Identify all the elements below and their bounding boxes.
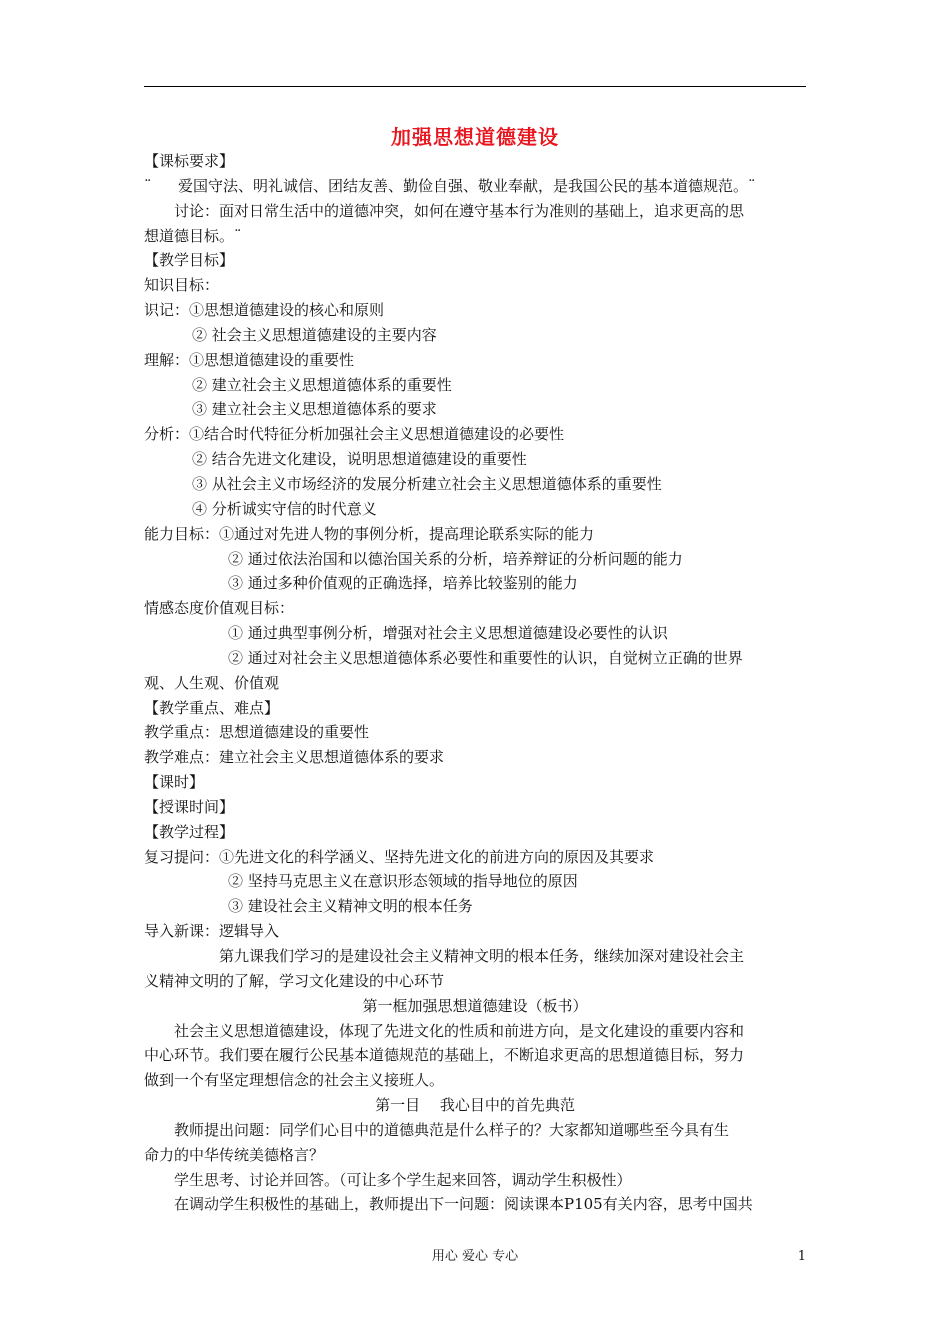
list-item: ③ 建设社会主义精神文明的根本任务: [228, 897, 473, 916]
list-item: ② 通过对社会主义思想道德体系必要性和重要性的认识，自觉树立正确的世界: [228, 648, 743, 667]
page-footer: [144, 1247, 806, 1267]
paragraph-line: 想道德目标。¨: [144, 226, 242, 245]
paragraph-line: 学生思考、讨论并回答。（可让多个学生起来回答，调动学生积极性）: [174, 1170, 632, 1189]
paragraph-line: 教学重点：思想道德建设的重要性: [144, 723, 370, 742]
paragraph-line: 导入新课：逻辑导入: [144, 922, 280, 941]
list-item: ① 通过典型事例分析，增强对社会主义思想道德建设必要性的认识: [228, 624, 668, 643]
paragraph-line: 观、人生观、价值观: [144, 673, 280, 692]
paragraph-line: 教学难点：建立社会主义思想道德体系的要求: [144, 748, 445, 767]
list-item: 能力目标：①通过对先进人物的事例分析，提高理论联系实际的能力: [144, 524, 595, 543]
section-heading: 【教学重点、难点】: [144, 698, 280, 717]
section-heading: 【课标要求】: [144, 152, 235, 170]
paragraph-line: [144, 174, 806, 199]
section-heading: 【课时】: [144, 773, 205, 792]
section-heading: 【授课时间】: [144, 797, 235, 816]
paragraph-text: 爱国守法、明礼诚信、团结友善、勤俭自强、敬业奉献，是我国公民的基本道德规范。¨: [178, 176, 756, 195]
document-title: 加强思想道德建设: [391, 125, 559, 149]
bullet-mark: ¨: [144, 176, 152, 195]
list-item: ② 通过依法治国和以德治国关系的分析，培养辩证的分析问题的能力: [228, 549, 683, 568]
footer-motto: 用心 爱心 专心: [431, 1249, 519, 1264]
paragraph-line: 做到一个有坚定理想信念的社会主义接班人。: [144, 1071, 445, 1090]
list-item: 复习提问：①先进文化的科学涵义、坚持先进文化的前进方向的原因及其要求: [144, 847, 655, 866]
paragraph-line: 第九课我们学习的是建设社会主义精神文明的根本任务，继续加深对建设社会主: [219, 947, 745, 965]
section-heading: 【教学目标】: [144, 251, 235, 270]
paragraph-line: 讨论：面对日常生活中的道德冲突，如何在遵守基本行为准则的基础上，追求更高的思: [174, 201, 745, 220]
list-item: 识记：①思想道德建设的核心和原则: [144, 301, 385, 320]
list-item: 理解：①思想道德建设的重要性: [144, 350, 355, 369]
list-item: 分析：①结合时代特征分析加强社会主义思想道德建设的必要性: [144, 425, 565, 444]
list-item: ③ 建立社会主义思想道德体系的要求: [192, 400, 437, 419]
paragraph-line: 中心环节。我们要在履行公民基本道德规范的基础上，不断追求更高的思想道德目标，努力: [144, 1046, 745, 1065]
list-item: ④ 分析诚实守信的时代意义: [192, 499, 377, 518]
paragraph-line: 情感态度价值观目标：: [144, 599, 295, 618]
paragraph-line: 命力的中华传统美德格言？: [144, 1145, 325, 1164]
paragraph-line: 知识目标：: [144, 276, 220, 295]
paragraph-line: 义精神文明的了解，学习文化建设的中心环节: [144, 971, 445, 990]
list-item: ② 社会主义思想道德建设的主要内容: [192, 325, 437, 344]
list-item: ② 建立社会主义思想道德体系的重要性: [192, 375, 452, 394]
paragraph-line: 在调动学生积极性的基础上，教师提出下一问题：阅读课本P105有关内容，思考中国共: [174, 1195, 753, 1214]
subsection-heading: 第一目 我心目中的首先典范: [375, 1096, 575, 1115]
page-number: 1: [797, 1249, 806, 1264]
paragraph-line: 教师提出问题：同学们心目中的道德典范是什么样子的？大家都知道哪些至今具有生: [174, 1120, 730, 1139]
list-item: ③ 通过多种价值观的正确选择，培养比较鉴别的能力: [228, 574, 578, 593]
list-item: ② 坚持马克思主义在意识形态领域的指导地位的原因: [228, 872, 578, 891]
list-item: ② 结合先进文化建设，说明思想道德建设的重要性: [192, 450, 527, 469]
subsection-heading: 第一框加强思想道德建设（板书）: [362, 996, 588, 1015]
header-rule: [144, 86, 806, 87]
list-item: ③ 从社会主义市场经济的发展分析建立社会主义思想道德体系的重要性: [192, 474, 662, 493]
section-heading: 【教学过程】: [144, 822, 235, 841]
document-body: [144, 149, 806, 1217]
paragraph-line: 社会主义思想道德建设，体现了先进文化的性质和前进方向，是文化建设的重要内容和: [174, 1021, 745, 1040]
